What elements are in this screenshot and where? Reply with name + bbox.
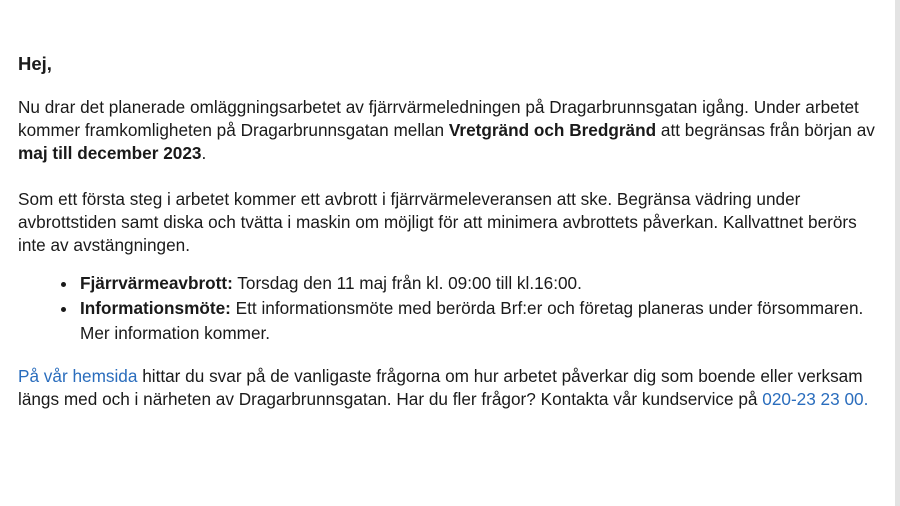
list-item-label: Informationsmöte: <box>80 298 231 318</box>
list-item-meeting <box>78 296 878 346</box>
phone-link[interactable]: 020-23 23 00. <box>762 389 869 409</box>
paragraph-roadwork-text-1: Nu drar det planerade omläggningsarbetet av fjärrvärmeledningen på Dragarbrunnsgatan igång. Under arbetet kommer framkomligheten på Dragarbrunnsgatan mellan <box>18 97 859 140</box>
list-item-outage <box>78 271 878 296</box>
paragraph-roadwork-text-3: . <box>201 143 207 163</box>
list-item-text: Torsdag den 11 maj från kl. 09:00 till kl.16:00. <box>232 273 582 293</box>
info-list <box>18 271 878 346</box>
paragraph-roadwork <box>18 96 878 165</box>
email-body <box>18 52 878 411</box>
street-section-bold: Vretgränd och Bredgränd <box>448 120 657 140</box>
paragraph-outage: Som ett första steg i arbetet kommer ett avbrott i fjärrvärmeleveransen att ske. Begränsa vädring under avbrottstiden samt diska och tvätta i maskin om möjligt för att minimera avbrottets påverkan. Kallvattnet berörs inte av avstängningen. <box>18 189 857 255</box>
scrollbar-track[interactable] <box>895 0 900 506</box>
email-greeting: Hej, <box>18 53 52 74</box>
paragraph-roadwork-text-2: att begränsas från början av <box>656 120 875 140</box>
website-link[interactable]: På vår hemsida <box>18 366 138 386</box>
period-bold: maj till december 2023 <box>18 143 202 163</box>
paragraph-contact-text: hittar du svar på de vanligaste frågorna om hur arbetet påverkar dig som boende eller verksam längs med och i närheten av Dragarbrunnsgatan. Har du fler frågor? Kontakta vår kundservice på <box>18 366 863 409</box>
list-item-label: Fjärrvärmeavbrott: <box>80 273 233 293</box>
paragraph-contact <box>18 365 878 411</box>
list-item-text: Ett informationsmöte med berörda Brf:er och företag planeras under försommaren. Mer information kommer. <box>80 298 864 343</box>
